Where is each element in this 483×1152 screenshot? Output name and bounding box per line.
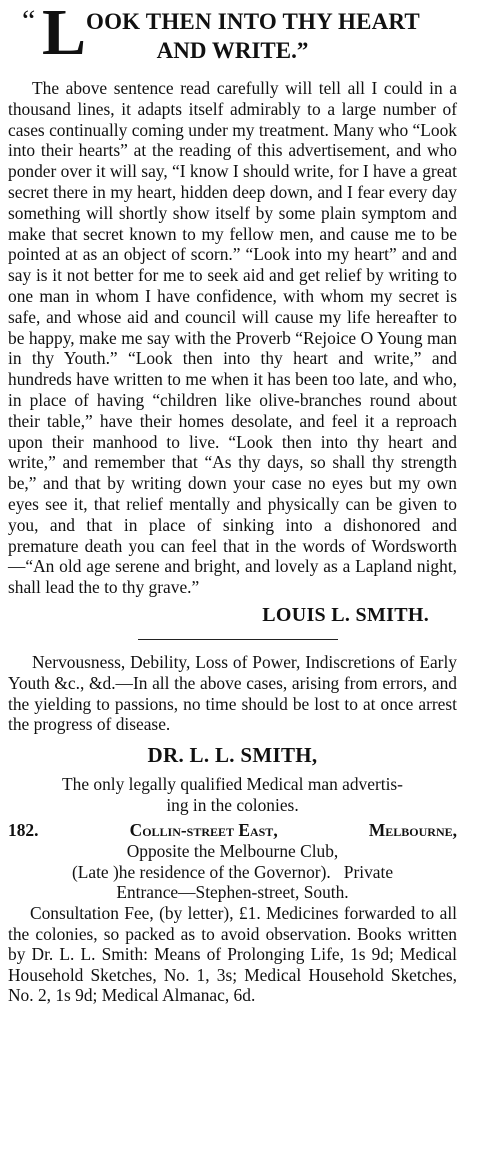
address-line: [8, 820, 457, 841]
conditions-paragraph: Nervousness, Debility, Loss of Power, Indiscretions of Early Youth &c., &d.—In all the above cases, arising from errors, and the yielding to passions, no time should be lost to at once arrest the progress of disease.: [8, 651, 457, 735]
late-residence-line: (Late )he residence of the Governor). Private: [71, 861, 394, 882]
headline-dropcap: L: [42, 0, 87, 69]
doctor-name: DR. L. L. SMITH,: [147, 743, 318, 768]
divider-rule: [138, 639, 338, 640]
entrance-line: Entrance—Stephen-street, South.: [116, 882, 349, 903]
headline-line-1: OOK THEN INTO THY HEART: [86, 9, 420, 34]
headline-line-2: AND WRITE.”: [156, 38, 309, 63]
qualification-line-2: ing in the colonies.: [166, 794, 299, 815]
headline: [8, 0, 457, 78]
signature: LOUIS L. SMITH.: [262, 603, 429, 626]
address-number: 182.: [8, 819, 39, 840]
address-city: Melbourne,: [368, 819, 457, 840]
headline-open-quote: “: [22, 4, 36, 37]
body-paragraph: The above sentence read carefully will tell all I could in a thousand lines, it adapts itself admirably to a large number of cases continually coming under my treatment. Many who “Look into their hearts” at the reading of this advertisement, and who ponder over it will say, “I know I should write, for I have a great secret there in my heart, hidden deep down, and I fear every day something will shortly show itself by some plain symptom and make that secret known to my fellow men, and cause me to be pointed at as an object of scorn.” “Look into my heart” and and say is it not better for me to seek aid and get relief by writing to one man in whom I have confidence, with whom my secret is safe, and whose aid and council will cause my life hereafter to be happy, make me say with the Proverb “Rejoice O Young man in thy Youth.” “Look then into thy heart and write,” and hundreds have written to me when it has been too late, and who, in place of having “children like olive-branches round about their table,” have their homes desolate, and feel it a reproach upon their manhood to live. “Look then into thy heart and write,” and remember that “As thy days, so shall thy strength be,” and that by writing down your case no eyes but my own eyes see it, that relief mentally and physically can be given to you, and that in place of sinking into a dishonored and premature death you can feel that in the words of Wordsworth—“An old age serene and bright, and lovely as a Lapland night, shall lead the to thy grave.”: [8, 78, 457, 598]
fees-paragraph: Consultation Fee, (by letter), £1. Medicines forwarded to all the colonies, so packed as to avoid observation. Books written by Dr. L. L. Smith: Means of Prolonging Life, 1s 9d; Medical Household Sketches, No. 1, 3s; Medical Household Sketches, No. 2, 1s 9d; Medical Almanac, 6d.: [8, 903, 457, 1006]
opposite-line: Opposite the Melbourne Club,: [126, 840, 339, 861]
qualification-line-1: The only legally qualified Medical man advertis-: [62, 774, 403, 795]
address-street: Collin-street East,: [129, 819, 278, 840]
